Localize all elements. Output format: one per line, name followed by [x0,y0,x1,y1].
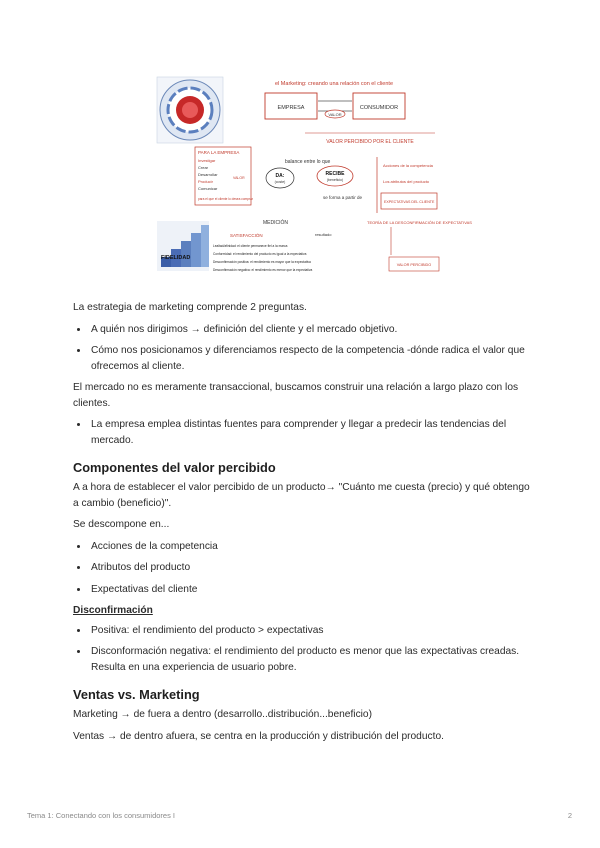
satisfaccion-label: SATISFACCIÓN [230,233,263,238]
expectativas-label: EXPECTATIVAS DEL CLIENTE [384,200,435,204]
fidelidad-stairs-icon [157,221,209,271]
mercado-list [73,417,533,448]
diagram-note: Conformidad: el rendimiento del producto es igual a la expectativa [213,252,307,256]
da-sub: (coste) [274,180,286,184]
descompone-paragraph: Se descompone en... [73,519,170,530]
resultado-label: resultado [315,232,332,237]
da-label: DA: [275,173,285,179]
teoria-label: TEORÍA DE LA DESCONFIRMACIÓN DE EXPECTATIVAS [367,220,472,225]
list-item: • Disconformación negativa: el rendimiento del producto es menor que las expectativas creadas. Resulta en una experiencia de usuario pobre. [89,644,533,675]
balance-label: balance entre lo que [285,159,331,165]
acciones-item: Acciones de la competencia [383,163,433,168]
recibe-label: RECIBE [325,171,345,177]
section-heading-valor-percibido: Componentes del valor percibido [73,460,276,475]
list-item: • Positiva: el rendimiento del producto > expectativas [89,623,533,639]
mercado-paragraph: El mercado no es meramente transaccional, buscamos construir una relación a largo plazo con los clientes. [73,382,519,409]
marketing-paragraph: Marketing → de fuera a dentro (desarrollo..distribución...beneficio) [73,709,372,720]
diagram-note: Desconfirmación positiva: el rendimiento es mayor que la expectativa [213,260,311,264]
valor-percibido-title: VALOR PERCIBIDO POR EL CLIENTE [326,139,414,145]
valor-label: VALOR [328,112,342,117]
disconfirmacion-subheading: Disconfirmación [73,605,153,616]
empresa-item: Producir [198,179,213,184]
document-body [73,300,533,750]
list-item: • Expectativas del cliente [89,582,533,598]
list-item: • Acciones de la competencia [89,539,533,555]
intro-paragraph: La estrategia de marketing comprende 2 preguntas. [73,302,307,313]
page-number: 2 [567,811,572,820]
empresa-valor: VALOR [233,176,245,180]
diagram-note: Lealtad/afinidad: el cliente permanece fiel a la marca [213,244,288,248]
list-item: • La empresa emplea distintas fuentes para comprender y llegar a predecir las tendencias del mercado. [89,417,533,448]
list-item: • A quién nos dirigimos → definición del cliente y el mercado objetivo. [89,322,533,338]
valor-percibido-paragraph: A a hora de establecer el valor percibido de un producto→ "Cuánto me cuesta (precio) y qué obtengo a cambio (beneficio)". [73,482,530,509]
empresa-item: Comunicar [198,186,218,191]
empresa-item: Investigar [198,158,216,163]
components-list [73,539,533,598]
diagram-note: Desconfirmación negativa: el rendimiento es menor que la expectativa [213,268,313,272]
list-item: • Cómo nos posicionamos y diferenciamos respecto de la competencia -dónde radica el valor que ofrecemos al cliente. [89,343,533,374]
medicion-label: MEDICIÓN [263,220,288,226]
empresa-box-footer: para el que el cliente lo desea comprar [198,197,253,201]
valor-percibido-small: VALOR PERCIBIDO [396,263,432,267]
empresa-item: Crear [198,165,209,170]
recibe-sub: (beneficio) [326,178,344,182]
list-item: • Atributos del producto [89,560,533,576]
acciones-item: Los atributos del producto [383,179,430,184]
se-forma-label: se forma a partir de [323,195,363,200]
marketing-wheel-icon [157,77,223,143]
empresa-label: EMPRESA [277,105,305,111]
section-heading-ventas-marketing: Ventas vs. Marketing [73,687,200,702]
diagram-title: el Marketing: creando una relación con el cliente [275,81,394,87]
empresa-item: Desarrollar [198,172,218,177]
diagram-svg [155,75,472,287]
fidelidad-label: FIDELIDAD [161,255,191,261]
empresa-box-title: PARA LA EMPRESA [198,150,240,155]
marketing-relationship-diagram [155,75,472,287]
footer-title: Tema 1: Conectando con los consumidores I [27,811,175,820]
consumidor-label: CONSUMIDOR [359,105,399,111]
ventas-paragraph: Ventas → de dentro afuera, se centra en la producción y distribución del producto. [73,730,444,742]
questions-list [73,322,533,375]
disconfirmacion-list [73,623,533,676]
